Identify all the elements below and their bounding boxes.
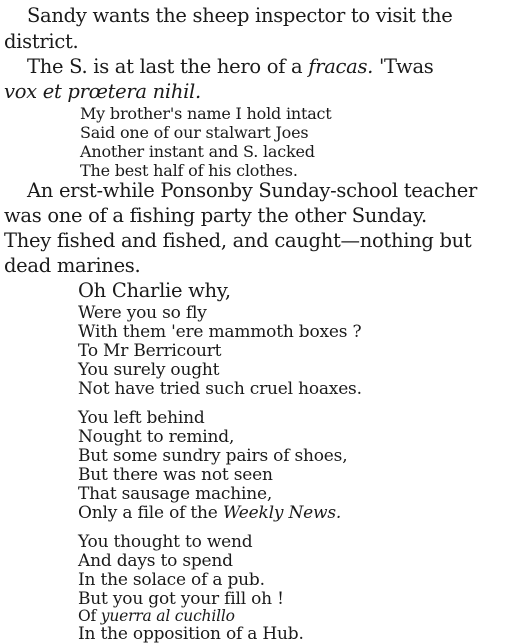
poem-stanza-1-line-1: Oh Charlie why,	[78, 279, 231, 302]
paragraph-fishing-line-1: An erst-while Ponsonby Sunday-school teacher	[27, 179, 477, 202]
paragraph-sandy-line-1: Sandy wants the sheep inspector to visit the	[27, 4, 453, 27]
verse-line-3: Another instant and S. lacked	[80, 142, 315, 161]
poem-stanza-2-line-1: You left behind	[78, 408, 205, 428]
verse-line-4: The best half of his clothes.	[80, 161, 298, 180]
paragraph-fracas-line-2	[4, 80, 201, 103]
poem-stanza-2-line-5: That sausage machine,	[78, 484, 273, 504]
fracas-text-pre: The S. is at last the hero of a	[27, 55, 309, 78]
verse-line-1: My brother's name I hold intact	[80, 104, 332, 123]
poem-stanza-2-line-3: But some sundry pairs of shoes,	[78, 446, 348, 466]
poem-stanza-3-line-1: You thought to wend	[78, 532, 253, 552]
paragraph-fishing-line-2: was one of a fishing party the other Sunday.	[4, 204, 427, 227]
poem-stanza-1-line-3: With them 'ere mammoth boxes ?	[78, 322, 362, 342]
poem-stanza-3-line-2: And days to spend	[78, 551, 233, 571]
weekly-news-pre: Only a file of the	[78, 503, 223, 523]
fracas-text-post: 'Twas	[373, 55, 434, 78]
paragraph-fishing-line-3: They fished and fished, and caught—nothing but	[4, 229, 472, 252]
poem-stanza-2-line-6	[78, 503, 341, 523]
paragraph-fracas-line-1	[27, 55, 433, 78]
poem-stanza-3-line-6: In the opposition of a Hub.	[78, 624, 304, 644]
poem-stanza-3-line-4: But you got your fill oh !	[78, 589, 284, 609]
poem-stanza-2-line-4: But there was not seen	[78, 465, 273, 485]
poem-stanza-3-line-3: In the solace of a pub.	[78, 570, 265, 590]
poem-stanza-1-line-6: Not have tried such cruel hoaxes.	[78, 379, 362, 399]
poem-stanza-1-line-4: To Mr Berricourt	[78, 341, 222, 361]
paragraph-fishing-line-4: dead marines.	[4, 254, 141, 277]
cuchillo-pre: Of	[78, 607, 101, 625]
paragraph-sandy-line-2: district.	[4, 30, 79, 53]
poem-stanza-1-line-2: Were you so fly	[78, 303, 207, 323]
cuchillo-italic: yuerra al cuchillo	[100, 607, 235, 625]
poem-stanza-2-line-2: Nought to remind,	[78, 427, 235, 447]
poem-stanza-3-line-5	[78, 607, 235, 625]
latin-phrase: vox et prœtera nihil.	[4, 80, 201, 103]
weekly-news-italic: Weekly News.	[222, 503, 342, 523]
verse-line-2: Said one of our stalwart Joes	[80, 123, 309, 142]
poem-stanza-1-line-5: You surely ought	[78, 360, 220, 380]
fracas-italic: fracas.	[308, 55, 374, 78]
